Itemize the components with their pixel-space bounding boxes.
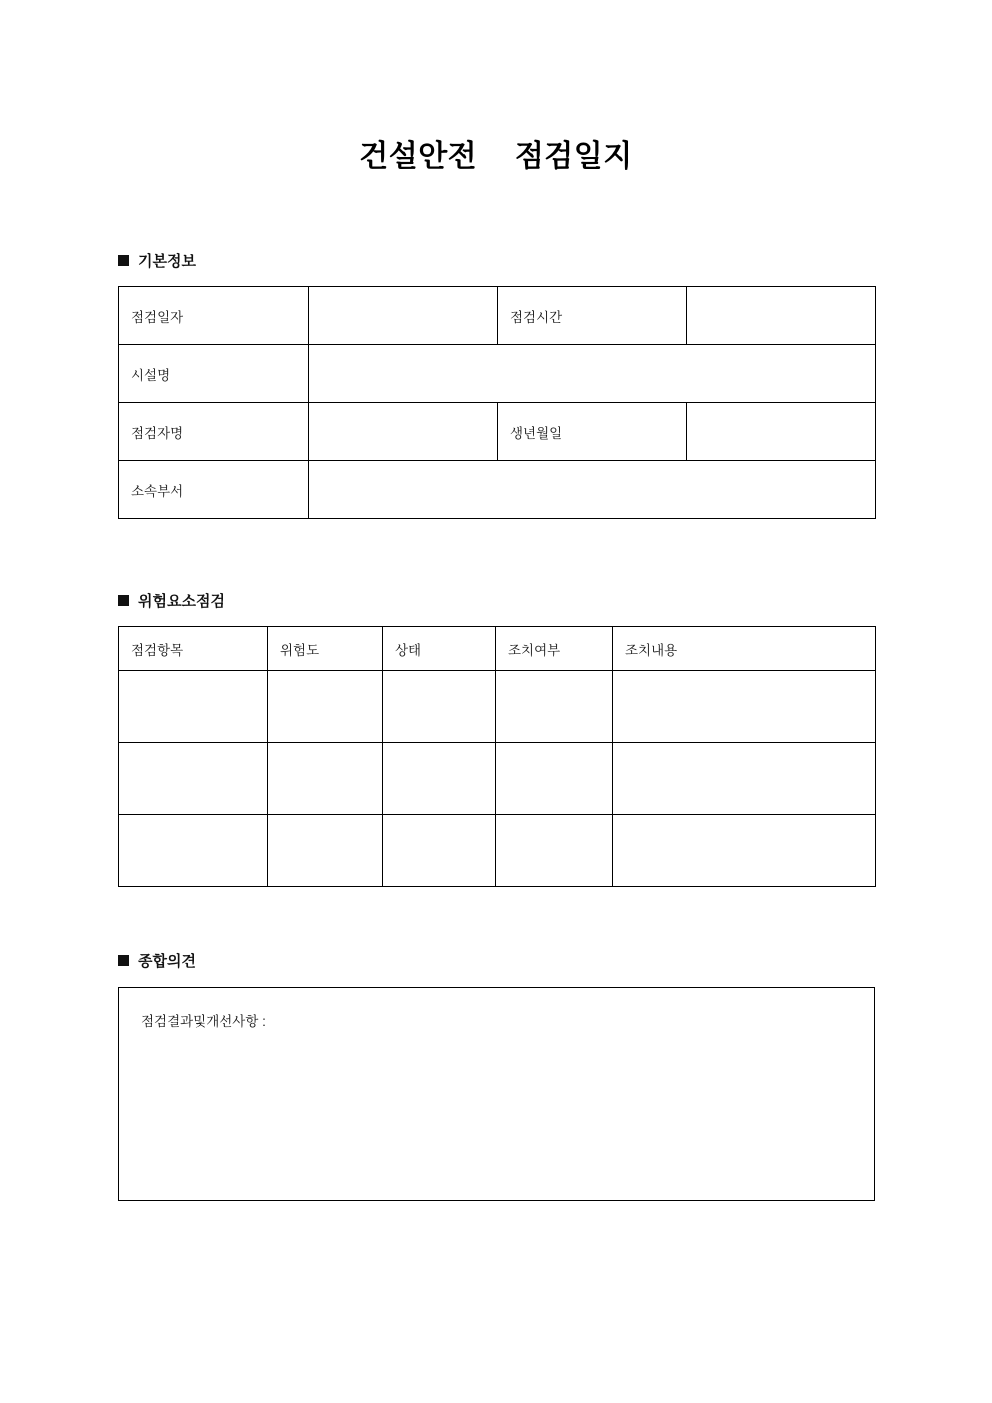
field-label-facility-name: 시설명 [119,345,309,403]
cell-status[interactable] [383,815,496,887]
section-heading-risk-inspection-label: 위험요소점검 [138,593,225,610]
cell-risk-level[interactable] [268,743,383,815]
cell-action-detail[interactable] [613,671,876,743]
field-value-department[interactable] [309,461,876,519]
table-row [119,403,876,461]
cell-action-taken[interactable] [496,671,613,743]
field-label-inspection-date: 점검일자 [119,287,309,345]
table-row [119,671,876,743]
square-bullet-icon [118,595,129,606]
table-header-row [119,627,876,671]
cell-status[interactable] [383,743,496,815]
square-bullet-icon [118,955,129,966]
cell-action-taken[interactable] [496,815,613,887]
cell-item[interactable] [119,743,268,815]
field-label-inspection-time: 점검시간 [498,287,687,345]
section-heading-overall-opinion-label: 종합의견 [138,953,196,970]
table-row [119,815,876,887]
table-row [119,743,876,815]
table-row [119,461,876,519]
cell-status[interactable] [383,671,496,743]
cell-action-taken[interactable] [496,743,613,815]
field-value-inspection-time[interactable] [687,287,876,345]
section-heading-basic-info-label: 기본정보 [138,253,196,270]
cell-item[interactable] [119,671,268,743]
cell-action-detail[interactable] [613,815,876,887]
field-value-facility-name[interactable] [309,345,876,403]
page-title: 건설안전 점검일지 [359,140,633,173]
field-value-inspection-date[interactable] [309,287,498,345]
column-header-item: 점검항목 [119,627,268,671]
column-header-action-detail: 조치내용 [613,627,876,671]
column-header-risk-level: 위험도 [268,627,383,671]
field-label-department: 소속부서 [119,461,309,519]
risk-inspection-table [118,626,876,887]
overall-opinion-prompt-label: 점검결과및개선사항 : [141,1014,266,1029]
field-label-inspector-name: 점검자명 [119,403,309,461]
square-bullet-icon [118,255,129,266]
field-value-inspector-name[interactable] [309,403,498,461]
field-label-birth-date: 생년월일 [498,403,687,461]
cell-risk-level[interactable] [268,815,383,887]
cell-risk-level[interactable] [268,671,383,743]
section-heading-basic-info [118,250,196,271]
table-row [119,287,876,345]
cell-action-detail[interactable] [613,743,876,815]
section-heading-overall-opinion [118,950,196,971]
column-header-status: 상태 [383,627,496,671]
overall-opinion-textarea[interactable] [118,987,875,1201]
column-header-action-taken: 조치여부 [496,627,613,671]
field-value-birth-date[interactable] [687,403,876,461]
basic-info-table [118,286,876,519]
cell-item[interactable] [119,815,268,887]
section-heading-risk-inspection [118,590,225,611]
table-row [119,345,876,403]
